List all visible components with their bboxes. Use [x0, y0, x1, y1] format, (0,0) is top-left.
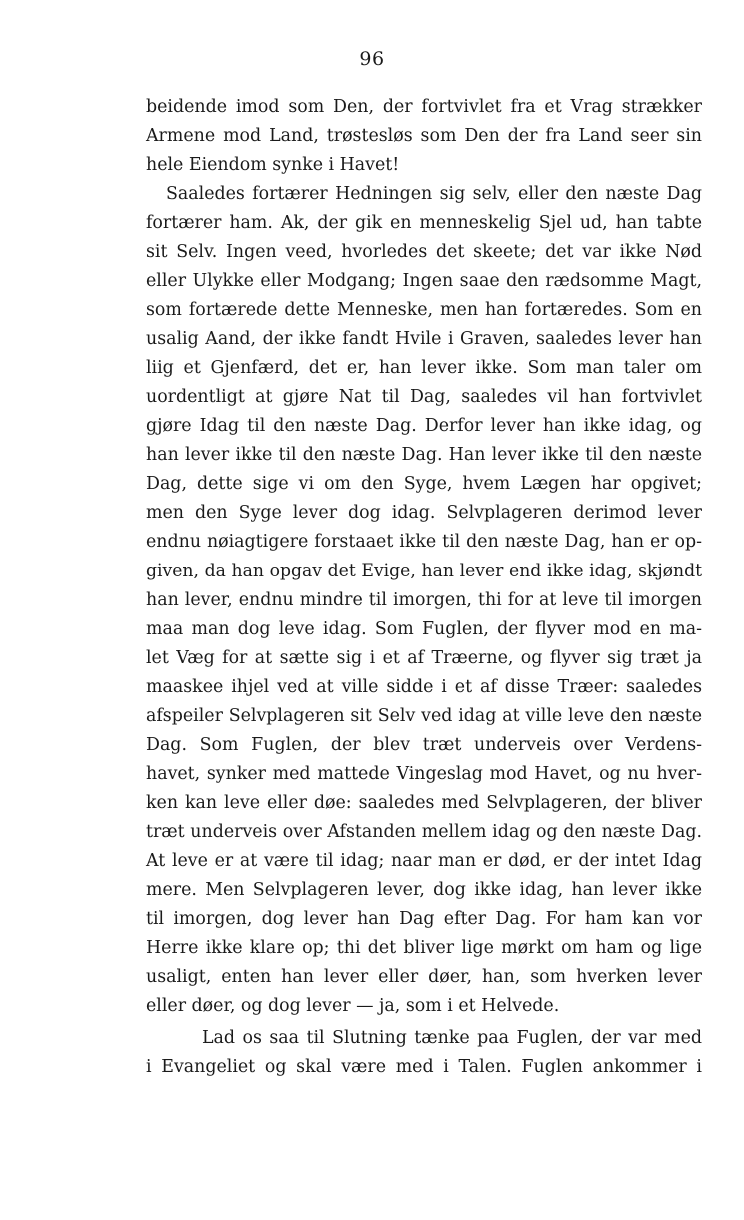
- text-line: liig et Gjenfærd, det er, han lever ikke. Som man taler om: [146, 358, 702, 378]
- text-line: hele Eiendom synke i Havet!: [146, 155, 400, 175]
- text-line: ken kan leve eller døe: saaledes med Selvplageren, der bliver: [146, 793, 702, 813]
- body-text: [146, 93, 702, 1021]
- text-line: uordentligt at gjøre Nat til Dag, saaledes vil han fortvivlet: [146, 387, 702, 407]
- text-line: Saaledes fortærer Hedningen sig selv, eller den næste Dag: [166, 184, 702, 204]
- text-line: havet, synker med mattede Vingeslag mod Havet, og nu hver-: [146, 764, 702, 784]
- text-line: Dag, dette sige vi om den Syge, hvem Lægen har opgivet;: [146, 474, 702, 494]
- text-line: Herre ikke klare op; thi det bliver lige mørkt om ham og lige: [146, 938, 702, 958]
- text-line: men den Syge lever dog idag. Selvplageren derimod lever: [146, 503, 702, 523]
- text-line: endnu nøiagtigere forstaaet ikke til den næste Dag, han er op-: [146, 532, 702, 552]
- text-line: i Evangeliet og skal være med i Talen. Fuglen ankommer i: [146, 1057, 702, 1077]
- page-number: 96: [359, 48, 385, 70]
- text-line: Armene mod Land, trøstesløs som Den der fra Land seer sin: [146, 126, 702, 146]
- text-line: afspeiler Selvplageren sit Selv ved idag at ville leve den næste: [146, 706, 702, 726]
- text-line: fortærer ham. Ak, der gik en menneskelig Sjel ud, han tabte: [146, 213, 702, 233]
- text-line: som fortærede dette Menneske, men han fortæredes. Som en: [146, 300, 702, 320]
- text-line: let Væg for at sætte sig i et af Træerne, og flyver sig træt ja: [146, 648, 702, 668]
- text-line: sit Selv. Ingen veed, hvorledes det skeete; det var ikke Nød: [146, 242, 702, 262]
- body-text: [146, 1024, 702, 1082]
- text-line: maa man dog leve idag. Som Fuglen, der flyver mod en ma-: [146, 619, 702, 639]
- text-line: beidende imod som Den, der fortvivlet fra et Vrag strækker: [146, 97, 702, 117]
- text-line: maaskee ihjel ved at ville sidde i et af disse Træer: saaledes: [146, 677, 702, 697]
- text-line: usaligt, enten han lever eller døer, han, som hverken lever: [146, 967, 702, 987]
- text-line: usalig Aand, der ikke fandt Hvile i Graven, saaledes lever han: [146, 329, 702, 349]
- text-line: han lever, endnu mindre til imorgen, thi for at leve til imorgen: [146, 590, 702, 610]
- text-line: mere. Men Selvplageren lever, dog ikke idag, han lever ikke: [146, 880, 702, 900]
- text-line: han lever ikke til den næste Dag. Han lever ikke til den næste: [146, 445, 702, 465]
- text-line: til imorgen, dog lever han Dag efter Dag. For ham kan vor: [146, 909, 702, 929]
- text-line: Lad os saa til Slutning tænke paa Fuglen, der var med: [202, 1028, 702, 1048]
- text-line: eller døer, og dog lever — ja, som i et Helvede.: [146, 996, 560, 1016]
- text-line: Dag. Som Fuglen, der blev træt underveis over Verdens-: [146, 735, 702, 755]
- text-line: eller Ulykke eller Modgang; Ingen saae den rædsomme Magt,: [146, 271, 702, 291]
- text-line: given, da han opgav det Evige, han lever end ikke idag, skjøndt: [146, 561, 702, 581]
- text-line: At leve er at være til idag; naar man er død, er der intet Idag: [146, 851, 702, 871]
- text-line: gjøre Idag til den næste Dag. Derfor lever han ikke idag, og: [146, 416, 702, 436]
- text-line: træt underveis over Afstanden mellem idag og den næste Dag.: [146, 822, 702, 842]
